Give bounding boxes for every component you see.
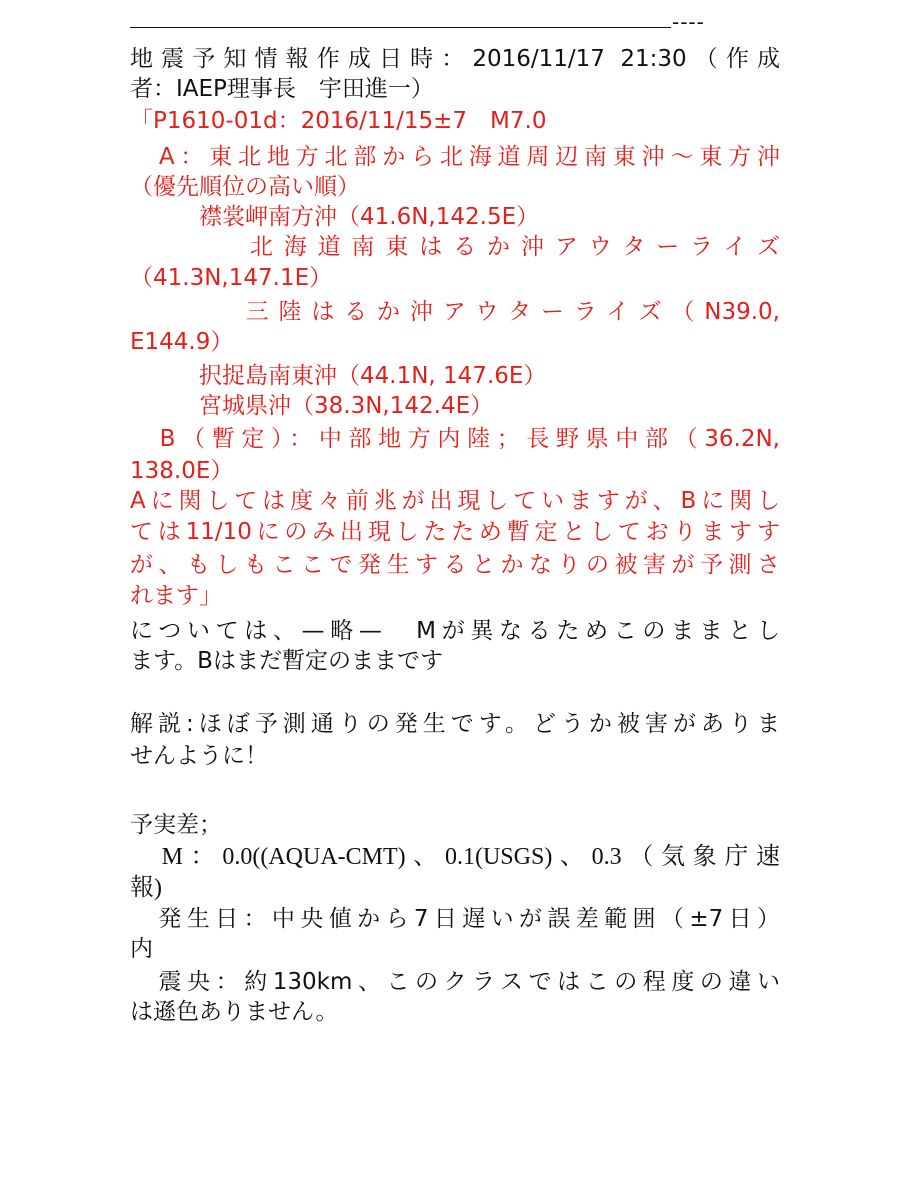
- forecast-region-b: B（暫定）：中部地方内陸；長野県中部（36.2N,: [130, 426, 780, 452]
- difference-epicenter-line1: 震央：約130km、このクラスではこの程度の違い: [130, 969, 780, 995]
- forecast-location-miyagi: 宮城県沖（38.3N,142.4E）: [130, 393, 494, 419]
- note-line2: ます。Bはまだ暫定のままです: [130, 648, 443, 674]
- forecast-id-line: 「P1610-01d：2016/11/15±7 M7.0: [130, 108, 547, 134]
- forecast-region-a: A：東北地方北部から北海道周辺南東沖〜東方沖: [130, 144, 780, 170]
- forecast-location-hokkaido-outer-rise: 北海道南東はるか沖アウターライズ: [130, 234, 780, 260]
- forecast-priority-note: （優先順位の高い順）: [130, 174, 360, 200]
- header-date-line: 地震予知情報作成日時：2016/11/17 21:30（作成: [130, 46, 780, 72]
- commentary-line1: 解説:ほぼ予測通りの発生です。どうか被害がありま: [130, 711, 780, 737]
- forecast-location-hokkaido-coords: （41.3N,147.1E）: [130, 265, 333, 291]
- difference-title: 予実差；: [130, 812, 222, 838]
- difference-magnitude-line1: M：0.0((AQUA-CMT)、0.1(USGS)、0.3（気象庁速: [130, 844, 780, 870]
- difference-magnitude-line2: 報): [130, 875, 162, 901]
- separator-rule: [130, 27, 671, 28]
- forecast-remark-line4: れます」: [130, 583, 222, 609]
- forecast-region-b-coords: 138.0E）: [130, 458, 234, 484]
- difference-date-line1: 発生日：中央値から7日遅いが誤差範囲（±7日）: [130, 906, 780, 932]
- forecast-remark-line3: が、もしもここで発生するとかなりの被害が予測さ: [130, 552, 780, 578]
- forecast-location-erimo: 襟裳岬南方沖（41.6N,142.5E）: [130, 204, 540, 230]
- forecast-remark-line2: ては11/10にのみ出現したため暫定としておりますす: [130, 519, 780, 545]
- forecast-location-etorofu: 択捉島南東沖（44.1N, 147.6E）: [130, 363, 547, 389]
- forecast-remark-line1: Aに関しては度々前兆が出現していますが、Bに関し: [130, 488, 780, 514]
- note-line1: については、—略— Mが異なるためこのままとし: [130, 618, 780, 644]
- difference-epicenter-line2: は遜色ありません。: [130, 999, 339, 1025]
- separator-dashes: ----: [672, 10, 705, 34]
- forecast-location-sanriku-outer-rise: 三陸はるか沖アウターライズ（N39.0,: [130, 299, 780, 325]
- header-author-line: 者：IAEP理事長 宇田進一）: [130, 76, 434, 102]
- difference-date-line2: 内: [130, 936, 153, 962]
- commentary-line2: せんように！: [130, 743, 268, 769]
- forecast-location-sanriku-coords: E144.9）: [130, 329, 234, 355]
